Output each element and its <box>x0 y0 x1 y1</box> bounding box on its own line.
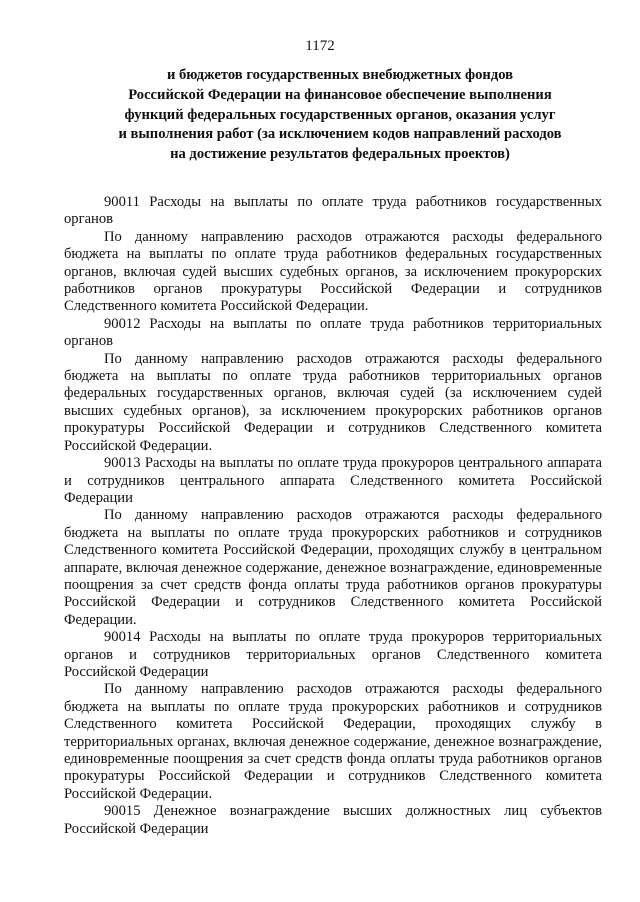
description-90012: По данному направлению расходов отражаются расходы федерального бюджета на выплаты по оплате труда работников территориальных органов федеральных государственных органов, включая судей (за исключением судей высших судебных органов), за исключением прокурорских работников органов прокуратуры Российской Федерации и сотрудников Следственного комитета Российской Федерации. <box>64 350 602 454</box>
document-body <box>64 194 602 838</box>
heading-line: на достижение результатов федеральных проектов) <box>170 146 510 163</box>
description-90011: По данному направлению расходов отражаются расходы федерального бюджета на выплаты по оплате труда работников федеральных государственных органов, включая судей высших судебных органов, за исключением прокурорских работников органов прокуратуры Российской Федерации и сотрудников Следственного комитета Российской Федерации. <box>64 228 602 315</box>
code-title-90015: 90015 Денежное вознаграждение высших должностных лиц субъектов Российской Федерации <box>64 803 602 837</box>
code-title-90013: 90013 Расходы на выплаты по оплате труда прокуроров центрального аппарата и сотрудников центрального аппарата Следственного комитета Российской Федерации <box>64 455 602 506</box>
heading-line: Российской Федерации на финансовое обеспечение выполнения <box>128 86 552 103</box>
heading-line: и бюджетов государственных внебюджетных фондов <box>166 67 514 83</box>
heading-line: и выполнения работ (за исключением кодов направлений расходов <box>118 126 562 143</box>
code-title-90011: 90011 Расходы на выплаты по оплате труда работников государственных органов <box>64 194 602 228</box>
description-90013: По данному направлению расходов отражаются расходы федерального бюджета на выплаты по оплате труда прокурорских работников и сотрудников Следственного комитета Российской Федерации, проходящих службу в центральном аппарате, включая денежное содержание, денежное вознаграждение, единовременные поощрения за счет средств фонда оплаты труда работников органов прокуратуры Российской Федерации и сотрудников Следственного комитета Российской Федерации. <box>64 507 602 628</box>
section-heading <box>70 66 610 165</box>
heading-line: функций федеральных государственных органов, оказания услуг <box>124 106 556 123</box>
code-title-90012: 90012 Расходы на выплаты по оплате труда работников территориальных органов <box>64 315 602 350</box>
description-90014: По данному направлению расходов отражаются расходы федерального бюджета на выплаты по оплате труда прокурорских работников и сотрудников Следственного комитета Российской Федерации, проходящих службу в территориальных органах, включая денежное содержание, денежное вознаграждение, единовременные поощрения за счет средств фонда оплаты труда работников органов прокуратуры Российской Федерации и сотрудников Следственного комитета Российской Федерации. <box>64 681 602 802</box>
code-title-90014: 90014 Расходы на выплаты по оплате труда прокуроров территориальных органов и сотрудников территориальных органов Следственного комитета Российской Федерации <box>64 629 602 680</box>
page-number: 1172 <box>305 38 335 54</box>
